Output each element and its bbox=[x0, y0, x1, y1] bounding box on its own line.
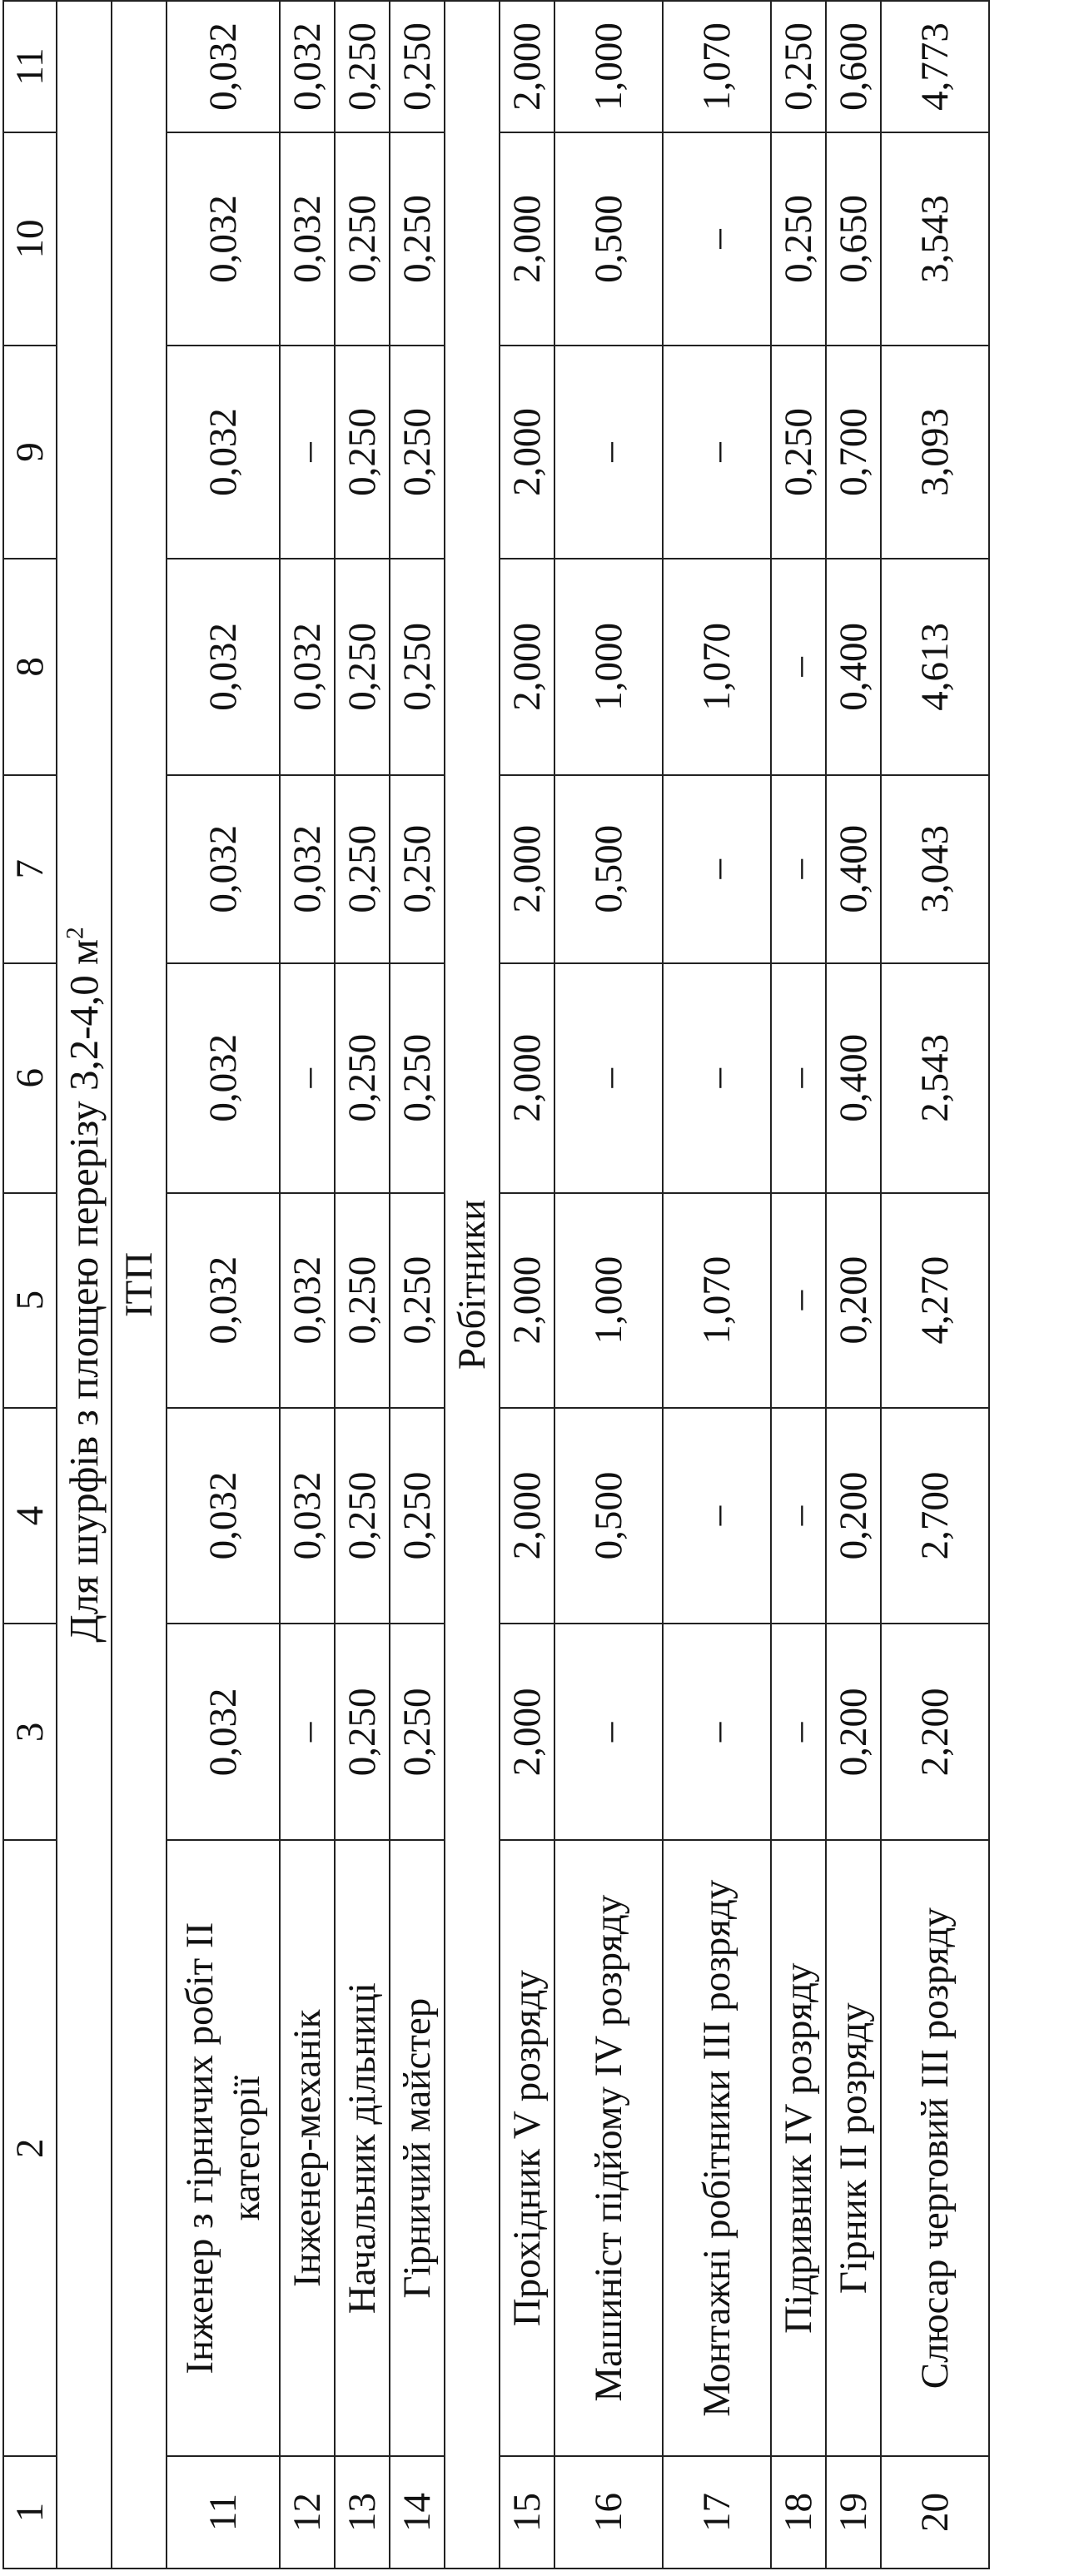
header-cell: 5 bbox=[3, 1193, 57, 1408]
table-row bbox=[663, 1, 771, 2569]
position-name: Підривник IV розряду bbox=[771, 1840, 826, 2456]
table-row bbox=[826, 1, 881, 2569]
value-cell: 0,250 bbox=[390, 1408, 445, 1624]
table-row bbox=[500, 1, 554, 2569]
value-cell: 0,400 bbox=[826, 559, 881, 775]
row-number: 17 bbox=[663, 2456, 771, 2569]
position-name: Інженер-механік bbox=[280, 1840, 335, 2456]
header-cell: 7 bbox=[3, 775, 57, 963]
value-cell: 2,543 bbox=[881, 963, 989, 1193]
group-row-workers bbox=[445, 1, 500, 2569]
value-cell: 2,000 bbox=[500, 963, 554, 1193]
value-cell: 2,000 bbox=[500, 346, 554, 559]
value-cell: 0,032 bbox=[167, 1193, 280, 1408]
position-name: Слюсар черговий ІІІ розряду bbox=[881, 1840, 989, 2456]
position-name: Начальник дільниці bbox=[335, 1840, 390, 2456]
value-cell: 0,250 bbox=[335, 963, 390, 1193]
table-row bbox=[390, 1, 445, 2569]
table-row bbox=[280, 1, 335, 2569]
position-name: Машиніст підйому IV розряду bbox=[554, 1840, 663, 2456]
row-number: 16 bbox=[554, 2456, 663, 2569]
position-name: Інженер з гірничих робіт ІІ категорії bbox=[167, 1840, 280, 2456]
position-name: Прохідник V розряду bbox=[500, 1840, 554, 2456]
value-cell: 2,000 bbox=[500, 1408, 554, 1624]
value-cell: 0,250 bbox=[335, 559, 390, 775]
section-title-superscript: 2 bbox=[62, 927, 89, 939]
table-row bbox=[335, 1, 390, 2569]
value-cell: – bbox=[663, 1408, 771, 1624]
value-cell: 0,600 bbox=[826, 1, 881, 132]
row-number: 11 bbox=[167, 2456, 280, 2569]
value-cell: – bbox=[554, 963, 663, 1193]
row-number: 18 bbox=[771, 2456, 826, 2569]
value-cell: 0,250 bbox=[335, 1193, 390, 1408]
value-cell: 1,070 bbox=[663, 1193, 771, 1408]
group-title-itp: ІТП bbox=[112, 1, 167, 2569]
value-cell: – bbox=[663, 775, 771, 963]
header-cell: 1 bbox=[3, 2456, 57, 2569]
value-cell: 0,200 bbox=[826, 1408, 881, 1624]
value-cell: 0,250 bbox=[390, 1, 445, 132]
value-cell: – bbox=[771, 1624, 826, 1840]
value-cell: 0,032 bbox=[167, 1408, 280, 1624]
value-cell: 0,250 bbox=[390, 559, 445, 775]
value-cell: 0,500 bbox=[554, 775, 663, 963]
header-cell: 4 bbox=[3, 1408, 57, 1624]
value-cell: 0,500 bbox=[554, 1408, 663, 1624]
value-cell: 0,032 bbox=[280, 1408, 335, 1624]
value-cell: 0,650 bbox=[826, 132, 881, 346]
value-cell: 0,032 bbox=[167, 346, 280, 559]
value-cell: 3,093 bbox=[881, 346, 989, 559]
value-cell: 3,543 bbox=[881, 132, 989, 346]
value-cell: 2,200 bbox=[881, 1624, 989, 1840]
table-row bbox=[771, 1, 826, 2569]
value-cell: – bbox=[771, 775, 826, 963]
value-cell: 1,070 bbox=[663, 559, 771, 775]
value-cell: 2,000 bbox=[500, 132, 554, 346]
value-cell: 0,032 bbox=[280, 775, 335, 963]
value-cell: 0,250 bbox=[771, 1, 826, 132]
value-cell: 0,032 bbox=[167, 559, 280, 775]
value-cell: 0,250 bbox=[390, 132, 445, 346]
header-cell: 8 bbox=[3, 559, 57, 775]
row-number: 12 bbox=[280, 2456, 335, 2569]
header-cell: 2 bbox=[3, 1840, 57, 2456]
value-cell: 0,250 bbox=[390, 1624, 445, 1840]
value-cell: 1,000 bbox=[554, 559, 663, 775]
value-cell: 0,032 bbox=[167, 963, 280, 1193]
value-cell: 0,250 bbox=[390, 1193, 445, 1408]
section-title bbox=[57, 1, 112, 2569]
value-cell: 0,200 bbox=[826, 1193, 881, 1408]
row-number: 14 bbox=[390, 2456, 445, 2569]
header-cell: 6 bbox=[3, 963, 57, 1193]
value-cell: 1,000 bbox=[554, 1193, 663, 1408]
row-number: 15 bbox=[500, 2456, 554, 2569]
value-cell: 2,000 bbox=[500, 559, 554, 775]
value-cell: – bbox=[663, 132, 771, 346]
row-number: 19 bbox=[826, 2456, 881, 2569]
value-cell: 2,700 bbox=[881, 1408, 989, 1624]
value-cell: 0,250 bbox=[335, 1, 390, 132]
position-name: Монтажні робітники ІІІ розряду bbox=[663, 1840, 771, 2456]
value-cell: – bbox=[554, 346, 663, 559]
table-row bbox=[554, 1, 663, 2569]
staffing-table bbox=[2, 0, 990, 2569]
value-cell: 0,032 bbox=[280, 1193, 335, 1408]
value-cell: 0,500 bbox=[554, 132, 663, 346]
value-cell: 0,250 bbox=[390, 346, 445, 559]
header-cell: 3 bbox=[3, 1624, 57, 1840]
value-cell: 2,000 bbox=[500, 775, 554, 963]
value-cell: 0,032 bbox=[280, 559, 335, 775]
value-cell: – bbox=[663, 346, 771, 559]
row-number: 20 bbox=[881, 2456, 989, 2569]
value-cell: 0,250 bbox=[335, 1624, 390, 1840]
value-cell: 0,032 bbox=[167, 132, 280, 346]
position-name: Гірничий майстер bbox=[390, 1840, 445, 2456]
header-row bbox=[3, 1, 57, 2569]
header-cell: 11 bbox=[3, 1, 57, 132]
value-cell: 0,250 bbox=[335, 775, 390, 963]
value-cell: 0,250 bbox=[771, 346, 826, 559]
value-cell: – bbox=[280, 346, 335, 559]
value-cell: – bbox=[663, 963, 771, 1193]
group-title-workers: Робітники bbox=[445, 1, 500, 2569]
value-cell: 0,400 bbox=[826, 963, 881, 1193]
value-cell: 0,032 bbox=[167, 775, 280, 963]
header-cell: 9 bbox=[3, 346, 57, 559]
value-cell: 0,400 bbox=[826, 775, 881, 963]
value-cell: 0,250 bbox=[390, 963, 445, 1193]
section-title-row bbox=[57, 1, 112, 2569]
section-title-text: Для шурфів з площею перерізу 3,2-4,0 м bbox=[60, 938, 107, 1643]
value-cell: 2,000 bbox=[500, 1, 554, 132]
value-cell: – bbox=[771, 1193, 826, 1408]
value-cell: 0,250 bbox=[335, 132, 390, 346]
value-cell: – bbox=[663, 1624, 771, 1840]
value-cell: 1,070 bbox=[663, 1, 771, 132]
value-cell: – bbox=[771, 963, 826, 1193]
row-number: 13 bbox=[335, 2456, 390, 2569]
value-cell: 0,032 bbox=[167, 1, 280, 132]
value-cell: 4,773 bbox=[881, 1, 989, 132]
value-cell: 2,000 bbox=[500, 1624, 554, 1840]
value-cell: – bbox=[771, 1408, 826, 1624]
value-cell: 0,250 bbox=[335, 346, 390, 559]
group-row-itp bbox=[112, 1, 167, 2569]
value-cell: – bbox=[280, 963, 335, 1193]
value-cell: 0,250 bbox=[335, 1408, 390, 1624]
value-cell: 2,000 bbox=[500, 1193, 554, 1408]
value-cell: 3,043 bbox=[881, 775, 989, 963]
value-cell: 0,032 bbox=[167, 1624, 280, 1840]
position-name: Гірник ІІ розряду bbox=[826, 1840, 881, 2456]
value-cell: 0,250 bbox=[771, 132, 826, 346]
table-row bbox=[167, 1, 280, 2569]
value-cell: 0,700 bbox=[826, 346, 881, 559]
value-cell: 0,032 bbox=[280, 132, 335, 346]
value-cell: 0,200 bbox=[826, 1624, 881, 1840]
value-cell: – bbox=[280, 1624, 335, 1840]
value-cell: 1,000 bbox=[554, 1, 663, 132]
value-cell: – bbox=[554, 1624, 663, 1840]
value-cell: 0,032 bbox=[280, 1, 335, 132]
header-cell: 10 bbox=[3, 132, 57, 346]
value-cell: 4,613 bbox=[881, 559, 989, 775]
table-row bbox=[881, 1, 989, 2569]
value-cell: – bbox=[771, 559, 826, 775]
value-cell: 4,270 bbox=[881, 1193, 989, 1408]
value-cell: 0,250 bbox=[390, 775, 445, 963]
